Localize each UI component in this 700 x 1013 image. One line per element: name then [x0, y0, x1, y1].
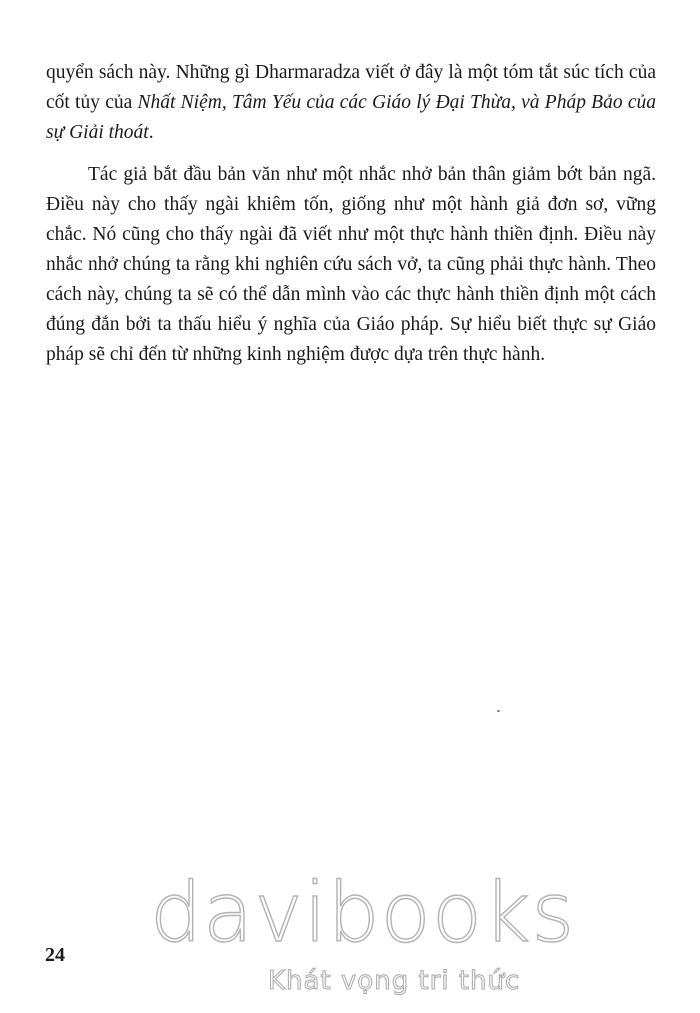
paragraph-2: Tác giả bắt đầu bản văn như một nhắc nhở bản thân giảm bớt bản ngã. Điều này cho thấy ngài khiêm tốn, giống như một hành giả đơn sơ, vững chắc. Nó cũng cho thấy ngài đã viết như một thực hành thiền định. Điều này nhắc nhở chúng ta rằng khi nghiên cứu sách vở, ta cũng phải thực hành. Theo cách này, chúng ta sẽ có thể dẫn mình vào các thực hành thiền định một cách đúng đắn bởi ta thấu hiểu ý nghĩa của Giáo pháp. Sự hiểu biết thực sự Giáo pháp sẽ chỉ đến từ những kinh nghiệm được dựa trên thực hành.	[46, 164, 656, 365]
paper-speck	[497, 710, 500, 712]
paragraph-1	[46, 58, 656, 148]
watermark-logo	[150, 866, 576, 1006]
page-number: 24	[45, 944, 65, 966]
watermark-tagline: Khát vọng tri thức	[268, 966, 521, 996]
body-text	[46, 58, 656, 382]
paragraph-1-italic-titles: Nhất Niệm, Tâm Yếu của các Giáo lý Đại Thừa, và Pháp Bảo của sự Giải thoát	[46, 92, 656, 143]
paragraph-1-end: .	[148, 122, 154, 143]
paragraph-1-text: quyển sách này. Những gì Dharmaradza viết ở đây là một tóm tắt súc tích của cốt tủy của	[46, 62, 656, 113]
watermark-brand: davibooks	[150, 866, 576, 961]
